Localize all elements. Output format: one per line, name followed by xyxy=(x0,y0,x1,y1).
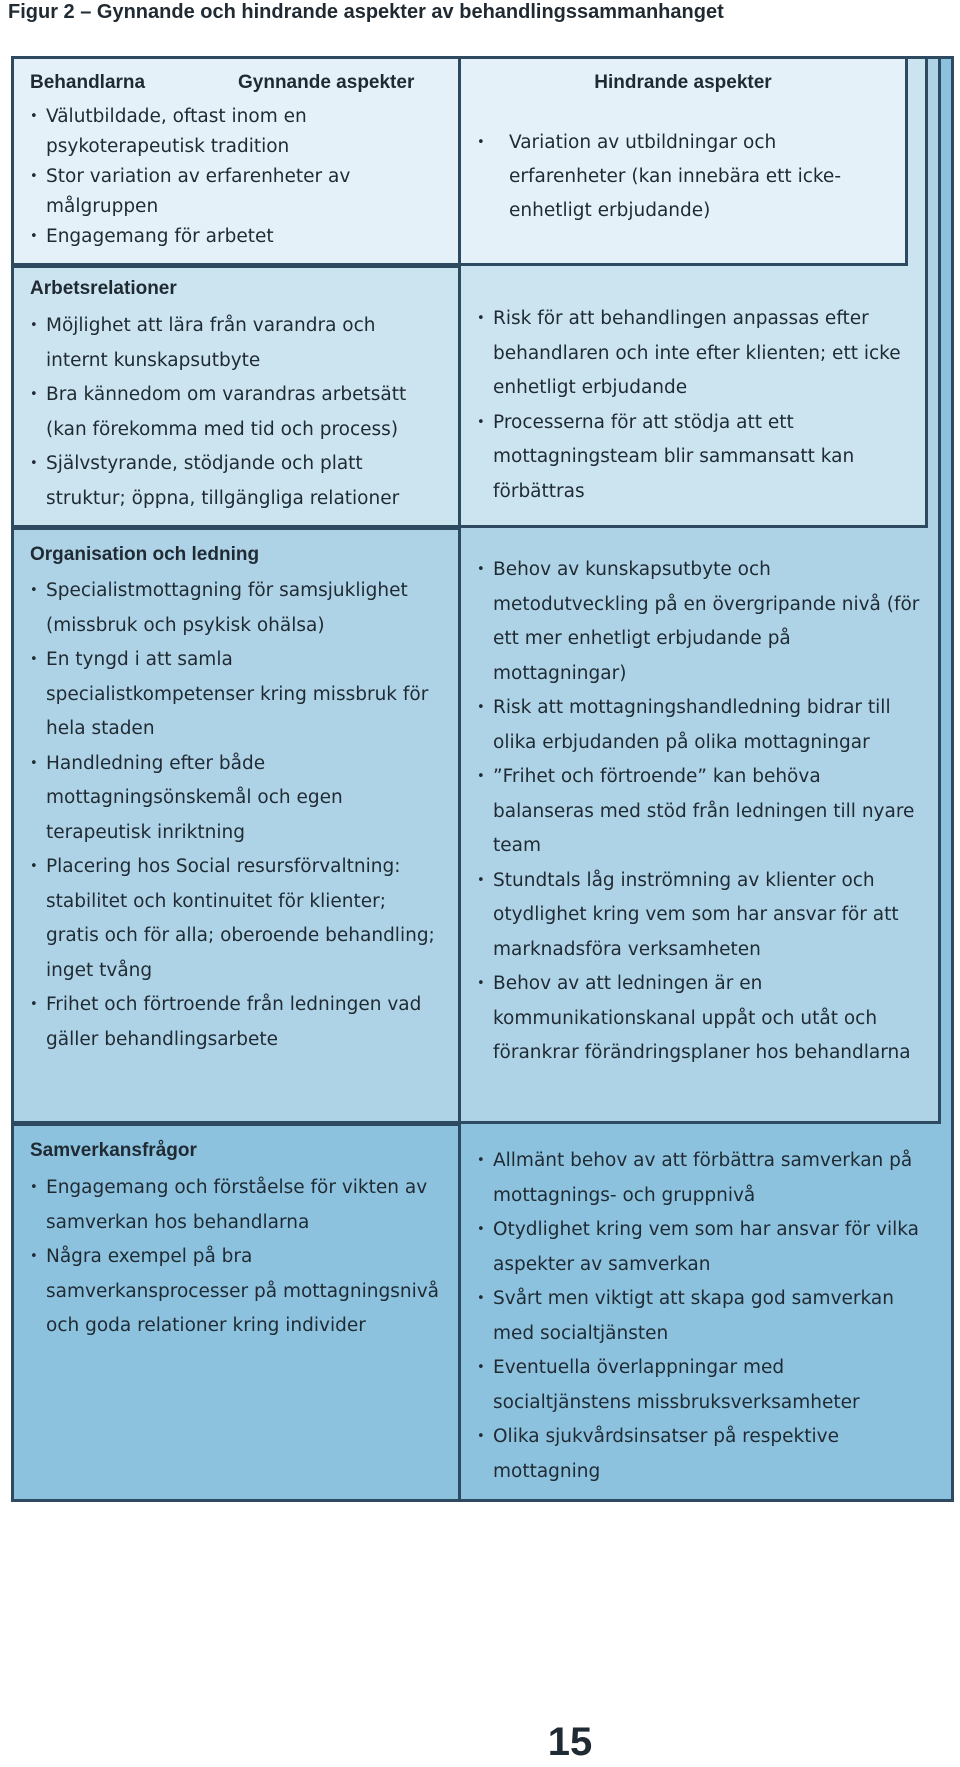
list-item: • Variation av utbildningar och erfarenheter (kan innebära ett icke-enhetligt erbjudande) xyxy=(477,126,887,228)
list-item: • Allmänt behov av att förbättra samverkan på mottagnings- och gruppnivå xyxy=(477,1144,927,1213)
list-item: • Otydlighet kring vem som har ansvar för vilka aspekter av samverkan xyxy=(477,1213,927,1282)
list-item: • Placering hos Social resursförvaltning: stabilitet och kontinuitet för klienter; gratis och för alla; oberoende behandling; inget tvång xyxy=(30,850,440,988)
list-item: • Processerna för att stödja att ett mottagningsteam blir sammansatt kan förbättras xyxy=(477,406,907,510)
list-item: • Engagemang för arbetet xyxy=(30,222,440,252)
negative-list-samverkan xyxy=(477,1144,927,1489)
list-item: • Behov av att ledningen är en kommunikationskanal uppåt och utåt och förankrar förändringsplaner hos behandlarna xyxy=(477,967,927,1071)
list-item: • Välutbildade, oftast inom en psykoterapeutisk tradition xyxy=(30,102,440,162)
list-item: • Engagemang och förståelse för vikten av samverkan hos behandlarna xyxy=(30,1171,440,1240)
list-item: • ”Frihet och förtroende” kan behöva balanseras med stöd från ledningen till nyare team xyxy=(477,760,927,864)
negative-column-header: Hindrande aspekter xyxy=(594,72,772,93)
list-item: • Svårt men viktigt att skapa god samverkan med socialtjänsten xyxy=(477,1282,927,1351)
list-item: • Risk att mottagningshandledning bidrar till olika erbjudanden på olika mottagningar xyxy=(477,691,927,760)
positive-column-header: Gynnande aspekter xyxy=(238,72,415,93)
list-item: • Stor variation av erfarenheter av målgruppen xyxy=(30,162,440,222)
section-title-behandlarna: Behandlarna xyxy=(30,72,146,93)
list-item: • Självstyrande, stödjande och platt struktur; öppna, tillgängliga relationer xyxy=(30,447,440,516)
list-item: • Bra kännedom om varandras arbetsätt (kan förekomma med tid och process) xyxy=(30,378,440,447)
negative-list-organisation xyxy=(477,553,927,1071)
list-item: • Behov av kunskapsutbyte och metodutveckling på en övergripande nivå (för ett mer enhetligt erbjudande på mottagningar) xyxy=(477,553,927,691)
negative-list-arbetsrelationer xyxy=(477,302,907,509)
list-item: • Frihet och förtroende från ledningen vad gäller behandlingsarbete xyxy=(30,988,440,1057)
figure-title: Figur 2 – Gynnande och hindrande aspekter av behandlingssammanhanget xyxy=(8,1,724,23)
list-item: • Några exempel på bra samverkansprocesser på mottagningsnivå och goda relationer kring individer xyxy=(30,1240,440,1344)
page-number: 15 xyxy=(547,1720,593,1764)
list-item: • Specialistmottagning för samsjuklighet (missbruk och psykisk ohälsa) xyxy=(30,574,440,643)
negative-list-behandlarna xyxy=(477,126,887,228)
list-item: • Möjlighet att lära från varandra och internt kunskapsutbyte xyxy=(30,309,440,378)
section-title-arbetsrelationer: Arbetsrelationer xyxy=(30,278,177,299)
section-title-organisation: Organisation och ledning xyxy=(30,544,260,565)
list-item: • Olika sjukvårdsinsatser på respektive mottagning xyxy=(477,1420,927,1489)
list-item: • En tyngd i att samla specialistkompetenser kring missbruk för hela staden xyxy=(30,643,440,747)
list-item: • Handledning efter både mottagningsönskemål och egen terapeutisk inriktning xyxy=(30,747,440,851)
positive-list-organisation xyxy=(30,574,440,1057)
positive-list-arbetsrelationer xyxy=(30,309,440,516)
list-item: • Eventuella överlappningar med socialtjänstens missbruksverksamheter xyxy=(477,1351,927,1420)
list-item: • Risk för att behandlingen anpassas efter behandlaren och inte efter klienten; ett icke enhetligt erbjudande xyxy=(477,302,907,406)
list-item: • Stundtals låg inströmning av klienter och otydlighet kring vem som har ansvar för att marknadsföra verksamheten xyxy=(477,864,927,968)
section-title-samverkan: Samverkansfrågor xyxy=(30,1140,197,1161)
positive-list-samverkan xyxy=(30,1171,440,1344)
positive-list-behandlarna xyxy=(30,102,440,252)
